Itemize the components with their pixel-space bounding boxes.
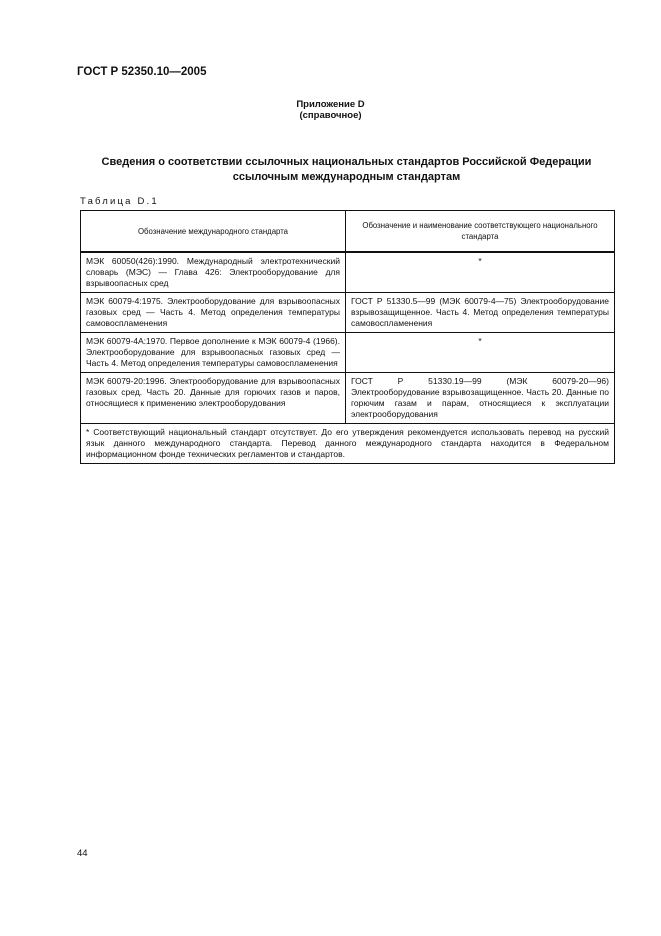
international-standard-cell: МЭК 60079-4А:1970. Первое дополнение к МЭК 60079-4 (1966). Электрооборудование для взрывоопасных газовых сред — Часть 4. Метод определения температуры самовоспламенения [81, 333, 346, 373]
national-standard-cell: * [346, 333, 615, 373]
table-footnote-row [81, 424, 615, 464]
table-footnote: * Соответствующий национальный стандарт отсутствует. До его утверждения рекомендуется использовать перевод на русский язык данного международного стандарта. Перевод данного международного стандарта находится в Федеральном информационном фонде технических регламентов и стандартов. [81, 424, 615, 464]
page-number: 44 [77, 848, 88, 859]
appendix-subtitle: (справочное) [299, 110, 362, 121]
table-row [81, 252, 615, 293]
table-caption: Таблица D.1 [80, 196, 159, 207]
section-title-line1: Сведения о соответствии ссылочных национальных стандартов Российской Федерации [101, 156, 592, 168]
section-title [77, 155, 616, 185]
table-row [81, 373, 615, 424]
national-standard-cell: ГОСТ Р 51330.19—99 (МЭК 60079-20—96) Электрооборудование взрывозащищенное. Часть 20. Данные по горючим газам и парам, относящиеся к эксплуатации электрооборудования [346, 373, 615, 424]
table-row [81, 333, 615, 373]
table-row [81, 293, 615, 333]
national-standard-cell: ГОСТ Р 51330.5—99 (МЭК 60079-4—75) Электрооборудование взрывозащищенное. Часть 4. Метод определения температуры самовоспламенения [346, 293, 615, 333]
national-standard-cell: * [346, 252, 615, 293]
appendix-heading [0, 99, 661, 121]
column-header-international: Обозначение международного стандарта [81, 211, 346, 253]
appendix-title: Приложение D [296, 99, 365, 110]
document-code-header: ГОСТ Р 52350.10—2005 [77, 66, 207, 78]
standards-correspondence-table [80, 210, 615, 464]
section-title-line2: ссылочным международным стандартам [232, 171, 461, 183]
international-standard-cell: МЭК 60050(426):1990. Международный электротехнический словарь (МЭС) — Глава 426: Электрооборудование для взрывоопасных сред [81, 252, 346, 293]
international-standard-cell: МЭК 60079-20:1996. Электрооборудование для взрывоопасных газовых сред. Часть 20. Данные для горючих газов и паров, относящиеся к применению электрооборудования [81, 373, 346, 424]
table-header-row [81, 211, 615, 253]
international-standard-cell: МЭК 60079-4:1975. Электрооборудование для взрывоопасных газовых сред — Часть 4. Метод определения температуры самовоспламенения [81, 293, 346, 333]
column-header-national: Обозначение и наименование соответствующего национального стандарта [346, 211, 615, 253]
